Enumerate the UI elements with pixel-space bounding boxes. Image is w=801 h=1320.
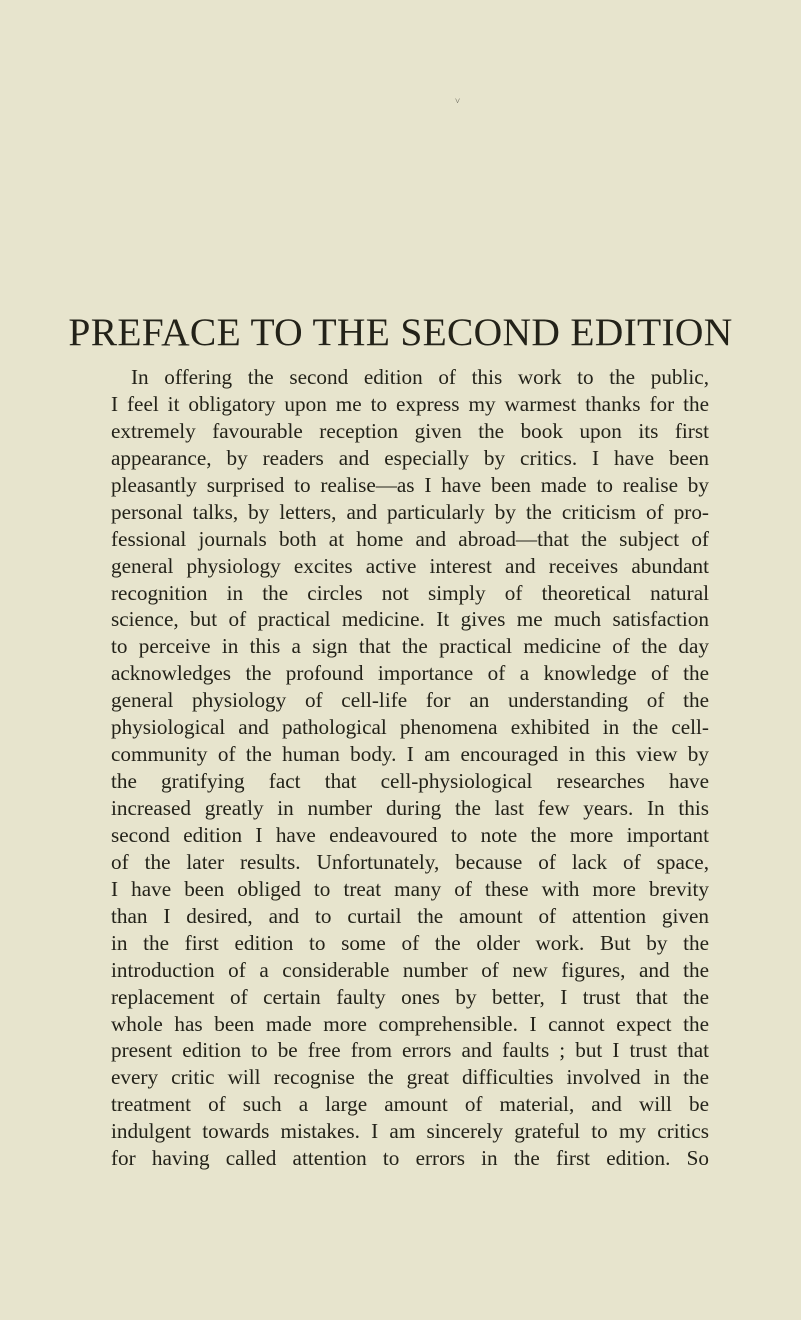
text-line: indulgent towards mistakes. I am sincerely grateful to my critics bbox=[111, 1119, 709, 1144]
text-line: acknowledges the profound importance of a knowledge of the bbox=[111, 661, 709, 686]
text-line: science, but of practical medicine. It gives me much satisfaction bbox=[111, 607, 709, 632]
text-line: present edition to be free from errors and faults ; but I trust that bbox=[111, 1038, 709, 1063]
text-line: of the later results. Unfortunately, because of lack of space, bbox=[111, 849, 709, 874]
text-line: extremely favourable reception given the book upon its first bbox=[111, 418, 709, 443]
text-line: the gratifying fact that cell-physiological researches have bbox=[111, 769, 709, 794]
text-line: than I desired, and to curtail the amount of attention given bbox=[111, 903, 709, 928]
page-title: PREFACE TO THE SECOND EDITION bbox=[68, 310, 733, 354]
text-line: general physiology excites active interest and receives abundant bbox=[111, 553, 709, 578]
text-line: treatment of such a large amount of material, and will be bbox=[111, 1092, 709, 1117]
text-line: to perceive in this a sign that the practical medicine of the day bbox=[111, 634, 709, 659]
text-line: second edition I have endeavoured to note the more important bbox=[111, 822, 709, 847]
text-line: personal talks, by letters, and particularly by the criticism of pro- bbox=[111, 499, 709, 524]
text-line: pleasantly surprised to realise—as I have been made to realise by bbox=[111, 472, 709, 497]
text-line: community of the human body. I am encouraged in this view by bbox=[111, 742, 709, 767]
text-line: increased greatly in number during the last few years. In this bbox=[111, 796, 709, 820]
text-line: I have been obliged to treat many of these with more brevity bbox=[111, 876, 709, 901]
text-line: whole has been made more comprehensible. I cannot expect the bbox=[111, 1011, 709, 1036]
text-line: In offering the second edition of this work to the public, bbox=[131, 365, 709, 389]
text-line: introduction of a considerable number of new figures, and the bbox=[111, 957, 709, 982]
text-line: physiological and pathological phenomena exhibited in the cell- bbox=[111, 715, 709, 740]
text-line: general physiology of cell-life for an understanding of the bbox=[111, 688, 709, 713]
text-line: every critic will recognise the great difficulties involved in the bbox=[111, 1065, 709, 1090]
text-line: fessional journals both at home and abroad—that the subject of bbox=[111, 526, 709, 551]
text-line: replacement of certain faulty ones by better, I trust that the bbox=[111, 984, 709, 1009]
text-line: for having called attention to errors in the first edition. So bbox=[111, 1146, 709, 1171]
preface-body bbox=[111, 364, 709, 1172]
text-line: in the first edition to some of the older work. But by the bbox=[111, 930, 709, 955]
text-line: recognition in the circles not simply of theoretical natural bbox=[111, 580, 709, 605]
text-line: I feel it obligatory upon me to express my warmest thanks for the bbox=[111, 391, 709, 416]
text-line: appearance, by readers and especially by critics. I have been bbox=[111, 445, 709, 470]
top-mark: ˅ bbox=[455, 96, 461, 106]
